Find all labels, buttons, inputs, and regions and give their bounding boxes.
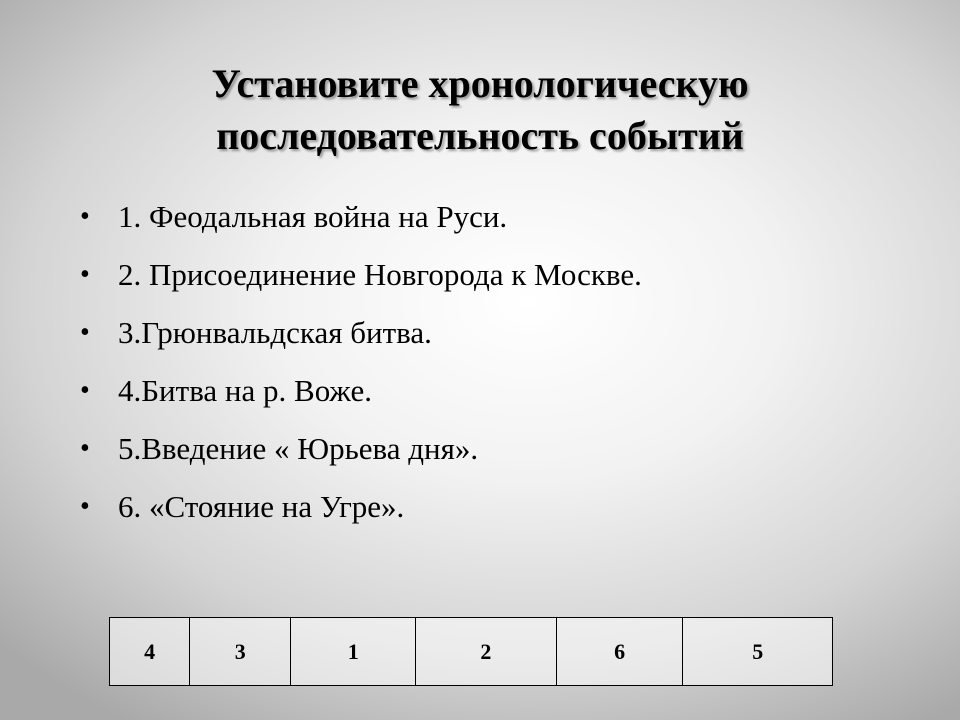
event-text: 5.Введение « Юрьева дня». <box>118 431 479 466</box>
title-line-2: последовательность событий <box>216 113 744 158</box>
event-text: 4.Битва на р. Воже. <box>118 373 372 408</box>
bullet-icon: • <box>80 375 90 406</box>
event-text: 1. Феодальная война на Руси. <box>118 199 508 234</box>
list-item <box>80 485 642 543</box>
event-text: 2. Присоединение Новгорода к Москве. <box>118 257 642 292</box>
answer-cell: 5 <box>683 618 833 686</box>
table-row <box>110 618 833 686</box>
event-list <box>80 195 642 543</box>
list-item <box>80 195 642 253</box>
title-line-1: Установите хронологическую <box>211 61 749 106</box>
event-text: 6. «Стояние на Угре». <box>118 489 405 524</box>
answer-cell: 3 <box>190 618 291 686</box>
bullet-icon: • <box>80 491 90 522</box>
event-text: 3.Грюнвальдская битва. <box>118 315 432 350</box>
bullet-icon: • <box>80 201 90 232</box>
answer-table <box>109 617 833 686</box>
slide-title <box>60 58 900 162</box>
answer-cell: 1 <box>291 618 416 686</box>
list-item <box>80 427 642 485</box>
list-item <box>80 253 642 311</box>
list-item <box>80 369 642 427</box>
answer-cell: 4 <box>110 618 190 686</box>
answer-cell: 6 <box>556 618 683 686</box>
bullet-icon: • <box>80 317 90 348</box>
bullet-icon: • <box>80 259 90 290</box>
bullet-icon: • <box>80 433 90 464</box>
list-item <box>80 311 642 369</box>
answer-cell: 2 <box>416 618 557 686</box>
